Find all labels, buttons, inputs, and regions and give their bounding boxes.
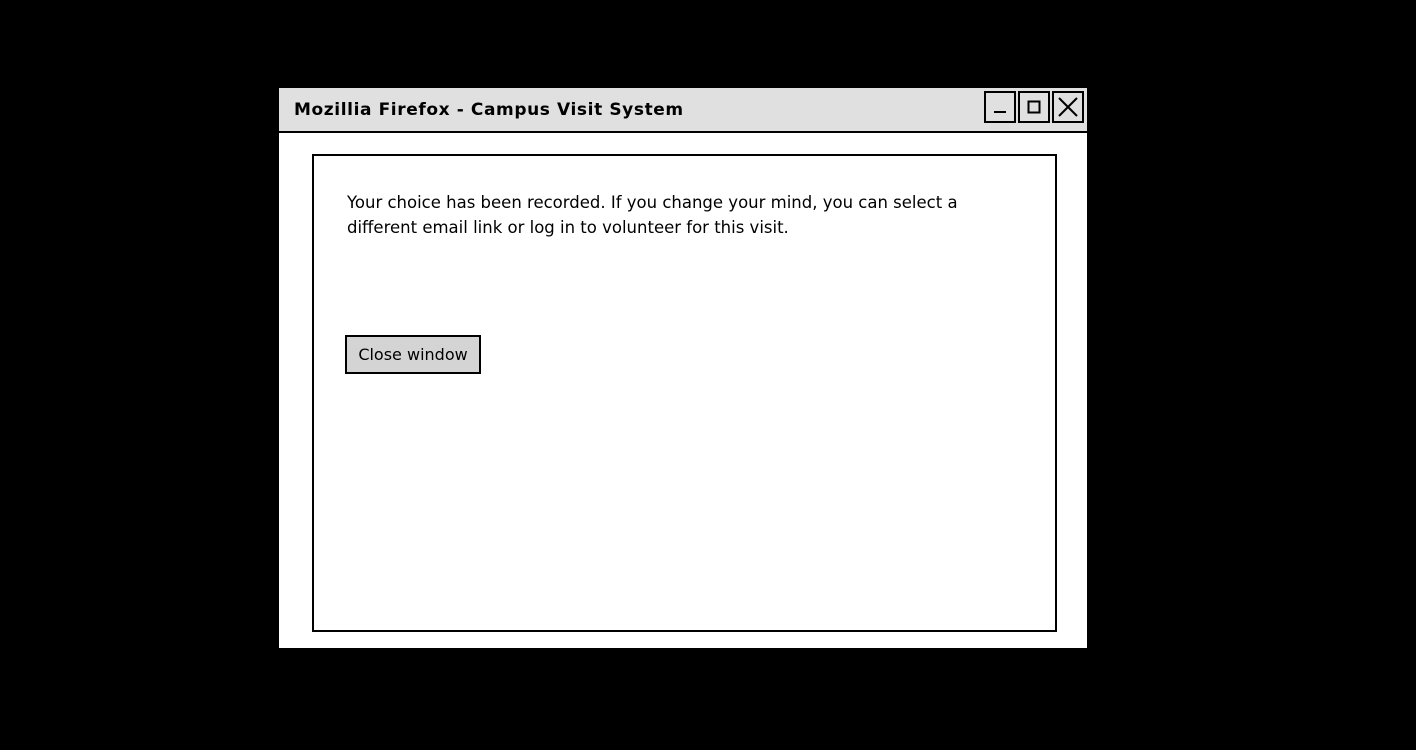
confirmation-message: Your choice has been recorded. If you change your mind, you can select a different email link or log in to volunteer for this visit.	[347, 193, 958, 237]
page-content-panel	[312, 154, 1057, 632]
minimize-button[interactable]	[984, 91, 1016, 123]
close-icon	[1057, 96, 1079, 118]
maximize-icon	[1024, 97, 1044, 117]
window-controls	[984, 91, 1084, 123]
minimize-icon	[990, 97, 1010, 117]
window-titlebar	[279, 88, 1087, 133]
close-window-button[interactable]: Close window	[345, 335, 481, 374]
browser-window	[277, 86, 1089, 650]
window-title: Mozillia Firefox - Campus Visit System	[294, 99, 684, 120]
maximize-button[interactable]	[1018, 91, 1050, 123]
close-button[interactable]	[1052, 91, 1084, 123]
